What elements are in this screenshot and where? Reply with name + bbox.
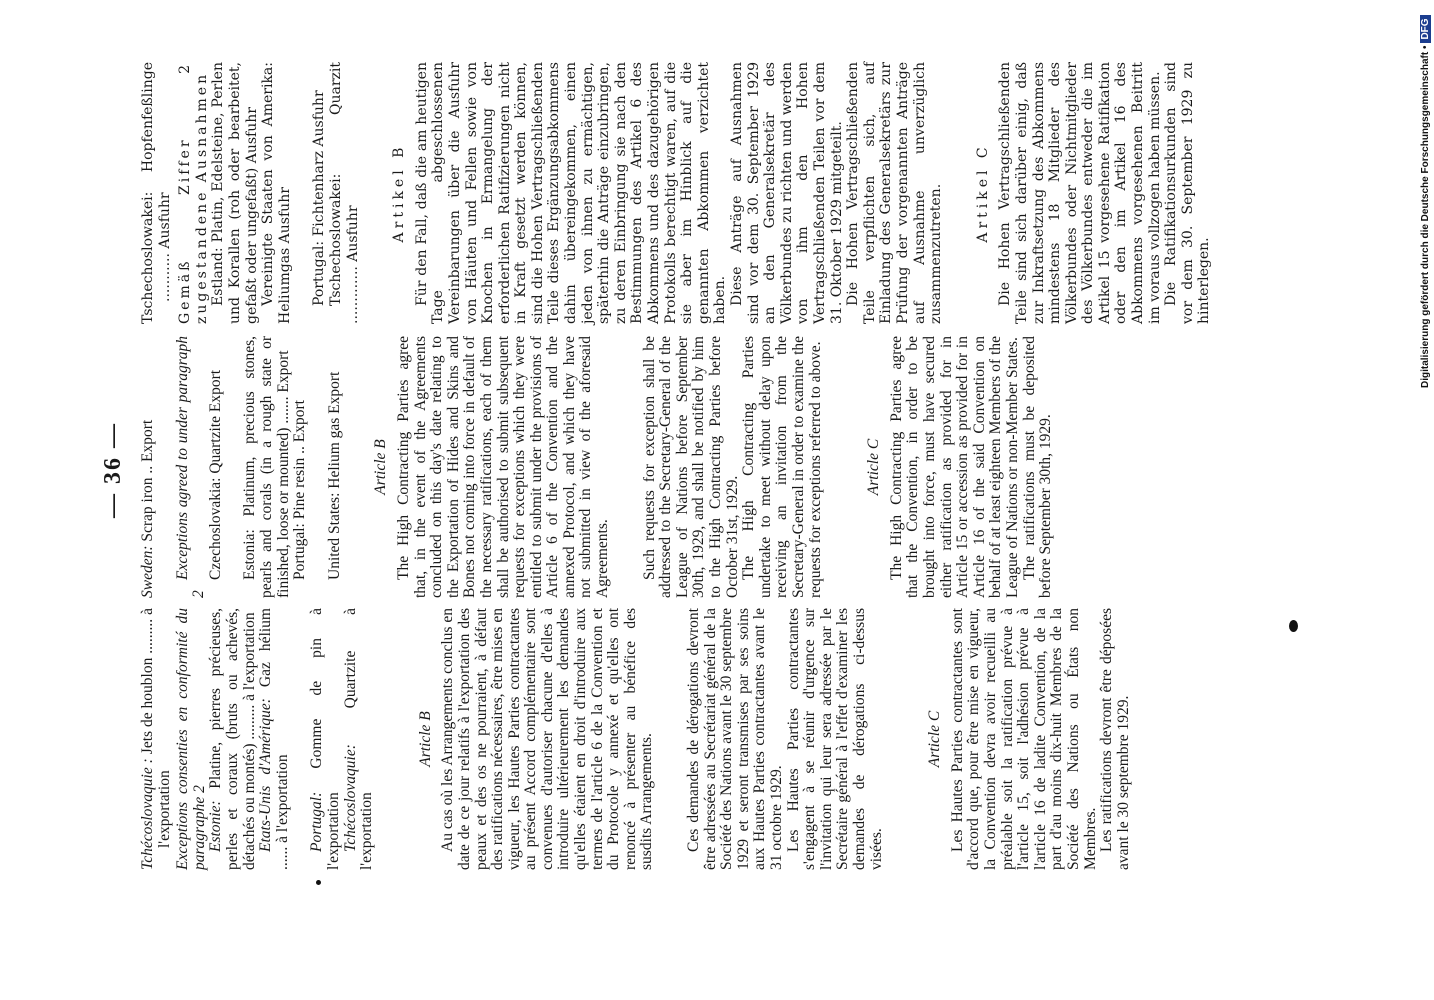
fr-usa: Etats-Unis d'Amérique: Gaz hélium ...... à l'exportation xyxy=(257,608,291,870)
de-estonia: Estland: Platin, Edelsteine, Perlen und Korallen (roh oder bearbeitet, gefaßt oder ungefaßt) Ausfuhr xyxy=(210,62,260,324)
french-column xyxy=(140,608,1280,870)
fr-article-c-p2: Les ratifications devront être déposées avant le 30 septembre 1929. xyxy=(1098,608,1132,870)
digitization-stamp xyxy=(1418,8,1434,388)
ink-speck xyxy=(316,880,321,885)
fr-article-b-p3: Les Hautes Parties contractantes s'engagent à se réunir d'urgence sur l'invitation qui leur sera adressée par le Secrétaire général à l'effet d'examiner les demandes de dérogations ci-dessus visées. xyxy=(784,608,885,870)
de-czech-hops: Tschechoslowakei: Hopfenfeßlinge ........... Ausfuhr xyxy=(140,62,173,324)
de-exceptions-heading: Gemäß Ziffer 2 zugestandene Ausnahmen xyxy=(177,62,210,324)
en-portugal: Portugal: Pine resin .. Export xyxy=(291,400,309,580)
de-article-b-heading: Artikel B xyxy=(391,143,408,243)
en-article-b-p1: The High Contracting Parties agree that, in the event of the Agreements concluded on this day's date relating to the Exportation of Hides and Skins and Bones not coming into force in default of the necessary ratifications, each of them shall be authorised to submit subsequent requests for exceptions which they were entitled to submit under the provisions of Article 6 of the Convention and the annexed Protocol, and which they have not submitted in view of the aforesaid Agreements. xyxy=(394,336,612,598)
en-article-b-p2: Such requests for exception shall be addressed to the Secretary-General of the League of Nations before September 30th, 1929, and shall be notified by him to the High Contracting Parties before October 31st, 1929. xyxy=(640,336,741,598)
fr-czech-hops: Tchécoslovaquie : Jets de houblon ......... à l'exportation xyxy=(139,608,173,870)
de-usa: Vereinigte Staaten von Amerika: Heliumgas Ausfuhr xyxy=(260,62,293,324)
de-article-b-p2: Diese Anträge auf Ausnahmen sind vor dem 30. September 1929 an den Generalsekretär des Völkerbundes zu richten und werden von ihm den Hohen Vertragschließenden Teilen vor dem 31. Oktober 1929 mitgeteilt. xyxy=(729,62,845,324)
fr-estonia: Estonie: Platine, pierres précieuses, perles et coraux (bruts ou achevés, détachés ou montés) ......... à l'exportation xyxy=(207,608,258,870)
fr-exceptions-heading: Exceptions consenties en conformité du paragraphe 2 xyxy=(174,608,208,870)
en-article-c-p2: The ratifications must be deposited before September 30th, 1929. xyxy=(1020,336,1055,598)
en-usa: United States: Helium gas Export xyxy=(325,371,343,580)
fr-article-b-p2: Ces demandes de dérogations devront être adressées au Secrétariat général de la Société des Nations avant le 30 septembre 1929 et seront transmises par ses soins aux Hautes Parties contractantes avant le 31 octobre 1929. xyxy=(685,608,785,870)
print-block xyxy=(100,60,1290,880)
rotated-print-area xyxy=(100,60,1290,880)
english-column xyxy=(140,336,1280,598)
german-column xyxy=(140,62,1280,324)
fr-article-c-p1: Les Hautes Parties contractantes sont d'accord que, pour être mise en vigueur, la Convention devra avoir recueilli au préalable soit la ratification prévue à l'article 15, soit l'adhésion prévue à l'article 16 de ladite Convention, de la part d'au moins dix-huit Membres de la Société des Nations ou États non Membres. xyxy=(948,608,1099,870)
de-article-c-p2: Die Ratifikationsurkunden sind vor dem 30. September 1929 zu hinterlegen. xyxy=(1163,62,1213,324)
en-czech: Czechoslovakia: Quartzite Export xyxy=(206,369,224,580)
ink-speck xyxy=(1289,620,1298,632)
de-czech-quartzite: Tschechoslowakei: Quarzit ............. Ausfuhr xyxy=(327,62,361,324)
stamp-text: Digitalisierung gefördert durch die Deutsche Forschungsgemeinschaft • xyxy=(1420,45,1431,388)
de-article-b-p3: Die Hohen Vertragschließenden Teile verpflichten sich, auf Einladung des Generalsekretärs zur Prüfung der vorgenannten Anträge auf Ausnahme unverzüglich zusammenzutreten. xyxy=(845,62,945,324)
fr-article-b-heading: Article B xyxy=(416,711,434,767)
en-article-c-p1: The High Contracting Parties agree that the Convention, in order to be brought into force, must have secured either ratification as provided for in Article 15 or accession as provided for in Article 16 of the said Convention on behalf of at least eighteen Members of the League of Nations or non-Member States. xyxy=(887,336,1021,598)
en-article-b-p3: The High Contracting Parties undertake to meet without delay upon receiving an invitation from the Secretary-General in order to examine the requests for exceptions referred to above. xyxy=(740,336,824,598)
de-article-b-p1: Für den Fall, daß die am heutigen Tage abgeschlossenen Vereinbarungen über die Ausfuhr von Häuten und Fellen sowie von Knochen in Ermangelung der erforderlichen Ratifizierungen nicht in Kraft gesetzt werden können, sind die Hohen Vertragschließenden Teile dieses Ergänzungsabkommens dahin übereingekommen, einen jeden von ihnen zu ermächtigen, späterhin die Anträge einzubringen, zu deren Einbringung sie nach den Bestimmungen des Artikel 6 des Abkommens und des dazugehörigen Protokolls berechtigt waren, auf die sie aber im Hinblick auf die genannten Abkommen verzichtet haben. xyxy=(413,62,729,324)
en-article-c-heading: Article C xyxy=(865,438,883,496)
fr-czech-quartzite: Tchécoslovaquie: Quartzite à l'exportation xyxy=(341,608,376,870)
en-article-b-heading: Article B xyxy=(372,439,390,495)
en-exceptions-heading: Exceptions agreed to under paragraph 2 xyxy=(173,336,208,598)
en-estonia: Estonia: Platinum, precious stones, pearls and corals (in a rough state or finished, loose or mounted) ....... Export xyxy=(241,336,292,598)
fr-article-c-heading: Article C xyxy=(926,710,944,768)
fr-portugal: Portugal: Gomme de pin à l'exportation xyxy=(308,608,342,870)
page-number: — 36 — xyxy=(100,422,126,518)
fr-article-b-p1: Au cas où les Arrangements conclus en date de ce jour relatifs à l'exportation des peaux et des os ne pourraient, à défaut des ratifications nécessaires, être mises en vigueur, les Hautes Parties contractantes au présent Accord complémentaire sont convenues d'autoriser chacune d'elles à introduire ultérieurement les demandes qu'elles étaient en droit d'introduire aux termes de l'article 6 de la Convention et du Protocole y annexé et qu'elles ont renoncé à présenter au bénéfice des susdits Arrangements. xyxy=(439,608,656,870)
de-article-c-p1: Die Hohen Vertragschließenden Teile sind sich darüber einig, daß zur Inkraftsetzung des Abkommens mindestens 18 Mitglieder des Völkerbundes oder Nichtmitglieder des Völkerbundes entweder die im Artikel 15 vorgesehene Ratifikation oder den im Artikel 16 des Abkommens vorgesehenen Beitritt im voraus vollzogen haben müssen. xyxy=(997,62,1163,324)
de-portugal: Portugal: Fichtenharz Ausfuhr xyxy=(311,90,328,306)
en-sweden: Sweden: Scrap iron .. Export xyxy=(139,419,156,598)
dfg-logo: DFG xyxy=(1420,15,1431,42)
de-article-c-heading: Artikel C xyxy=(974,143,991,243)
